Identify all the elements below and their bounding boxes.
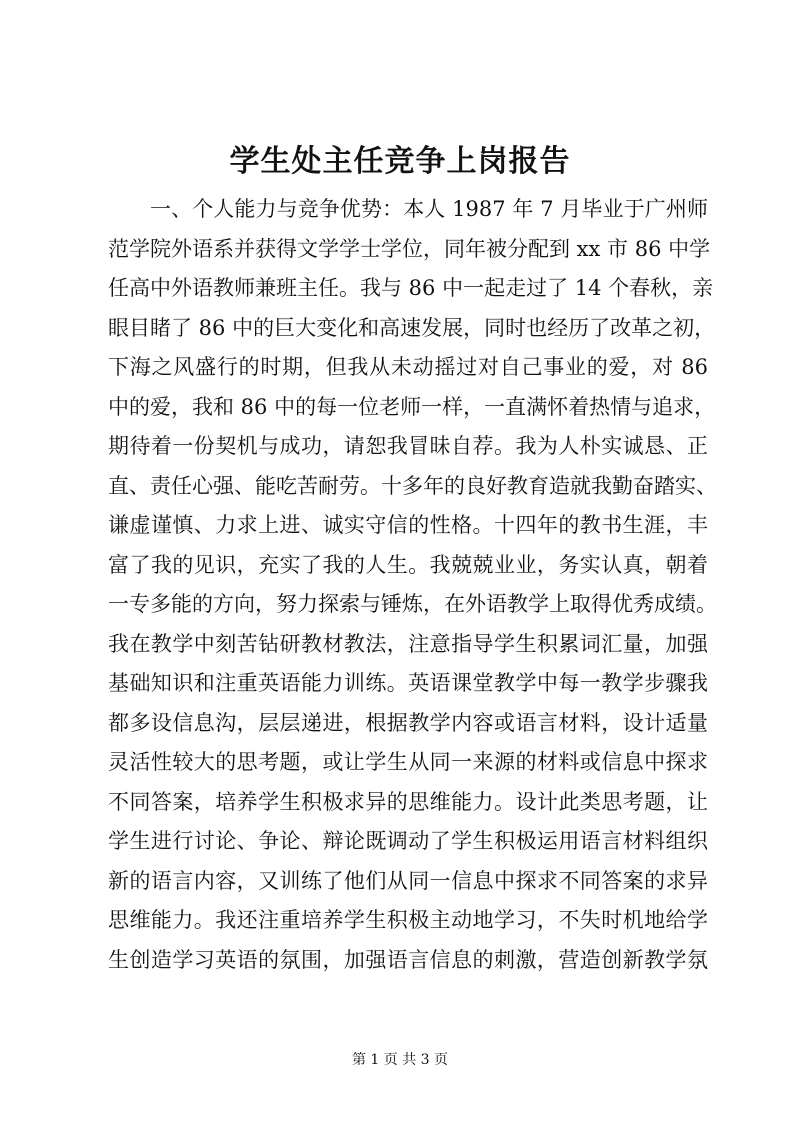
body-line: 富了我的见识，充实了我的人生。我兢兢业业，务实认真，朝着	[108, 552, 708, 577]
body-line: 都多设信息沟，层层递进，根据教学内容或语言材料，设计适量	[108, 710, 708, 735]
body-line: 一、个人能力与竞争优势：本人 1987 年 7 月毕业于广州师	[150, 197, 708, 221]
body-line: 谦虚谨慎、力求上进、诚实守信的性格。十四年的教书生涯，丰	[108, 513, 708, 537]
body-line: 思维能力。我还注重培养学生积极主动地学习，不失时机地给学	[108, 908, 708, 932]
body-line: 中的爱，我和 86 中的每一位老师一样，一直满怀着热情与追求，	[108, 394, 716, 419]
body-line: 眼目睹了 86 中的巨大变化和高速发展，同时也经历了改革之初，	[108, 315, 716, 340]
body-line: 生创造学习英语的氛围，加强语言信息的刺激，营造创新教学氛	[108, 947, 708, 972]
page-number: 第 1 页 共 3 页	[351, 1052, 449, 1068]
body-line: 下海之风盛行的时期，但我从未动摇过对自己事业的爱，对 86	[108, 355, 708, 379]
body-line: 新的语言内容，又训练了他们从同一信息中探求不同答案的求异	[108, 868, 708, 893]
body-line: 学生进行讨论、争论、辩论既调动了学生积极运用语言材料组织	[108, 829, 708, 853]
body-line: 基础知识和注重英语能力训练。英语课堂教学中每一教学步骤我	[108, 671, 708, 695]
body-line: 我在教学中刻苦钻研教材教法，注意指导学生积累词汇量，加强	[108, 631, 708, 656]
body-line: 任高中外语教师兼班主任。我与 86 中一起走过了 14 个春秋，亲	[108, 276, 714, 300]
body-line: 直、责任心强、能吃苦耐劳。十多年的良好教育造就我勤奋踏实、	[108, 473, 717, 498]
body-line: 灵活性较大的思考题，或让学生从同一来源的材料或信息中探求	[108, 750, 708, 774]
document-title: 学生处主任竞争上岗报告	[229, 144, 571, 179]
body-line: 不同答案，培养学生积极求异的思维能力。设计此类思考题，让	[108, 789, 708, 814]
document-body	[108, 190, 717, 980]
body-line: 一专多能的方向，努力探索与锤炼，在外语教学上取得优秀成绩。	[108, 592, 717, 616]
body-line: 期待着一份契机与成功，请恕我冒昧自荐。我为人朴实诚恳、正	[108, 434, 708, 458]
body-line: 范学院外语系并获得文学学士学位，同年被分配到 xx 市 86 中学	[108, 236, 711, 261]
